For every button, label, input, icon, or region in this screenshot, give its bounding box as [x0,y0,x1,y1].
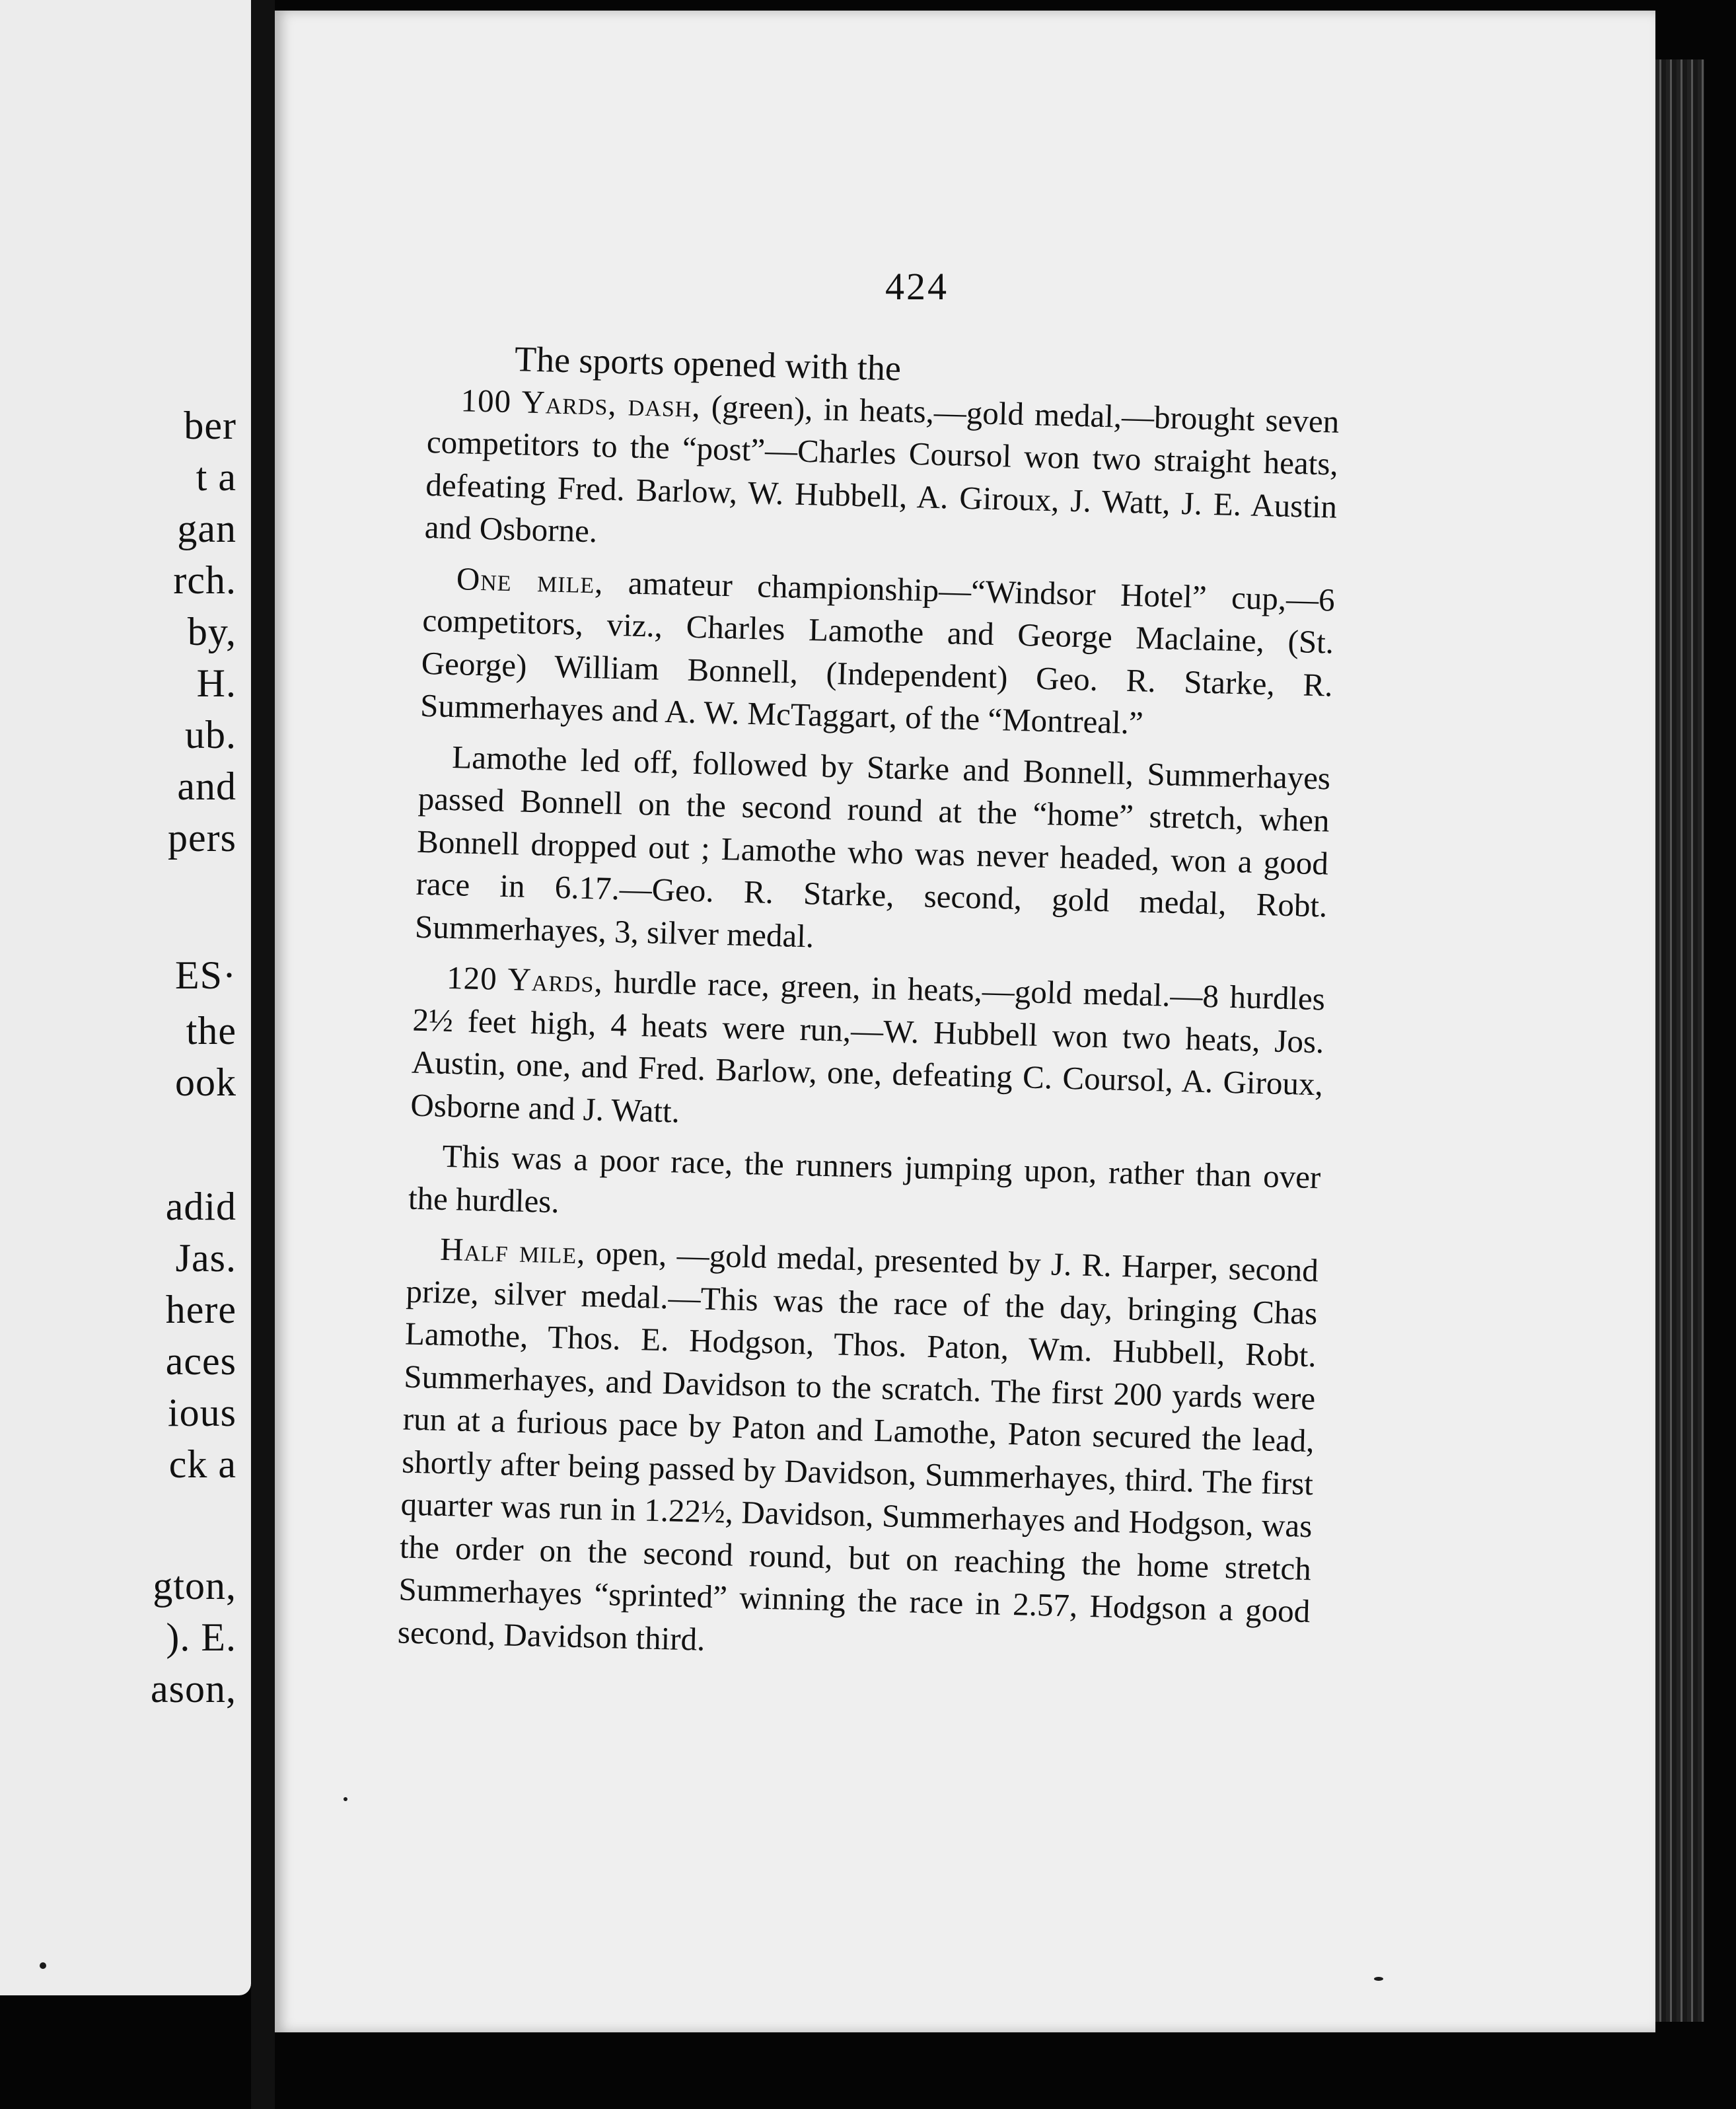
left-page-fragment: t a [196,455,236,499]
paragraph-text: amateur championship—“Windsor Hotel” cup,—6 competitors, viz., Charles Lamothe and George Maclaine, (St. George) William Bonnell, (Independent) Geo. R. Starke, R. Summerhayes and A. W. McTaggart, of the “Montreal.” [419,564,1336,741]
page-speck [344,1797,347,1801]
left-page-fragment: ES· [175,953,236,997]
left-page-fragment: Jas. [175,1236,236,1280]
paragraph-lead: 120 Yards, [446,959,604,1000]
book-gutter [251,0,275,2109]
left-page-fragment: adid [165,1185,236,1228]
paragraph-text: The sports opened with the [514,339,902,388]
paragraph [424,378,1340,571]
paragraph [397,1228,1319,1676]
paragraph-lead: Half mile, [439,1230,587,1271]
page-edges [1655,59,1704,2022]
paragraph-text: open, —gold medal, presented by J. R. Harper, second prize, silver medal.—This was the race of the day, bringing Chas Lamothe, Thos. E. Hodgson, Thos. Paton, Wm. Hubbell, Robt. Summerhayes, and Davidson to the scratch. The first 200 yards were run at a furious pace by Paton and Lamothe, Paton secured the lead, shortly after being passed by Davidson, Summerhayes, third. The first quarter was run in 1.22½, Davidson, Summerhayes and Hodgson, was the order on the second round, but on reaching the home stretch Summerhayes “sprinted” winning the race in 2.57, Hodgson a good second, Davidson third. [397,1234,1319,1658]
left-page-fragment: aces [165,1339,236,1383]
left-page-fragment: gan [177,507,236,550]
left-page-fragment: ook [175,1060,236,1104]
left-page-fragment: pers [168,816,236,860]
left-page-fragment: ious [167,1391,236,1434]
left-page-fragment: ason, [151,1667,236,1711]
left-page-fragment: H. [196,661,236,705]
left-page-fragment: ). E. [166,1615,236,1659]
page-speck [40,1962,46,1969]
paragraph-lead: 100 Yards, dash, [460,381,702,424]
left-page-fragment: the [186,1009,236,1053]
left-page-fragment: ck a [168,1442,236,1486]
page-speck [1374,1977,1383,1981]
left-page-fragment: here [165,1288,236,1331]
paragraph [414,735,1330,970]
paragraph [410,956,1326,1149]
left-page-fragment: by, [187,610,236,653]
paragraph-text: hurdle race, green, in heats,—gold medal.—8 hurdles 2½ feet high, 4 heats were run,—W. Hubbell won two heats, Jos. Austin, one, and Fred. Barlow, one, defeating C. Coursol, A. Giroux, Osborne and J. Watt. [410,963,1326,1130]
left-page-fragment: ber [184,404,236,447]
paragraph-text: Lamothe led off, followed by Starke and Bonnell, Summerhayes passed Bonnell on the second round at the “home” stretch, when Bonnell dropped out ; Lamothe who was never headed, won a good race in 6.17.—Geo. R. Starke, second, gold medal, Robt. Summerhayes, 3, silver medal. [414,738,1331,954]
paragraph-lead: One mile, [456,560,604,601]
paragraph [420,556,1336,749]
left-page-fragment: gton, [153,1564,236,1608]
left-page [0,0,251,1995]
left-page-fragment: ub. [185,713,236,757]
paragraph-text: (green), in heats,—gold medal,—brought seven competitors to the “post”—Charles Coursol won two straight heats, defeating Fred. Barlow, W. Hubbell, A. Giroux, J. Watt, J. E. Austin and Osborne. [424,387,1340,550]
paragraph-text: This was a poor race, the runners jumping upon, rather than over the hurdles. [408,1137,1321,1220]
page-number: 424 [885,265,949,308]
body-text [397,336,1341,1684]
left-page-fragment: rch. [173,558,236,602]
left-page-fragment: and [177,764,236,808]
